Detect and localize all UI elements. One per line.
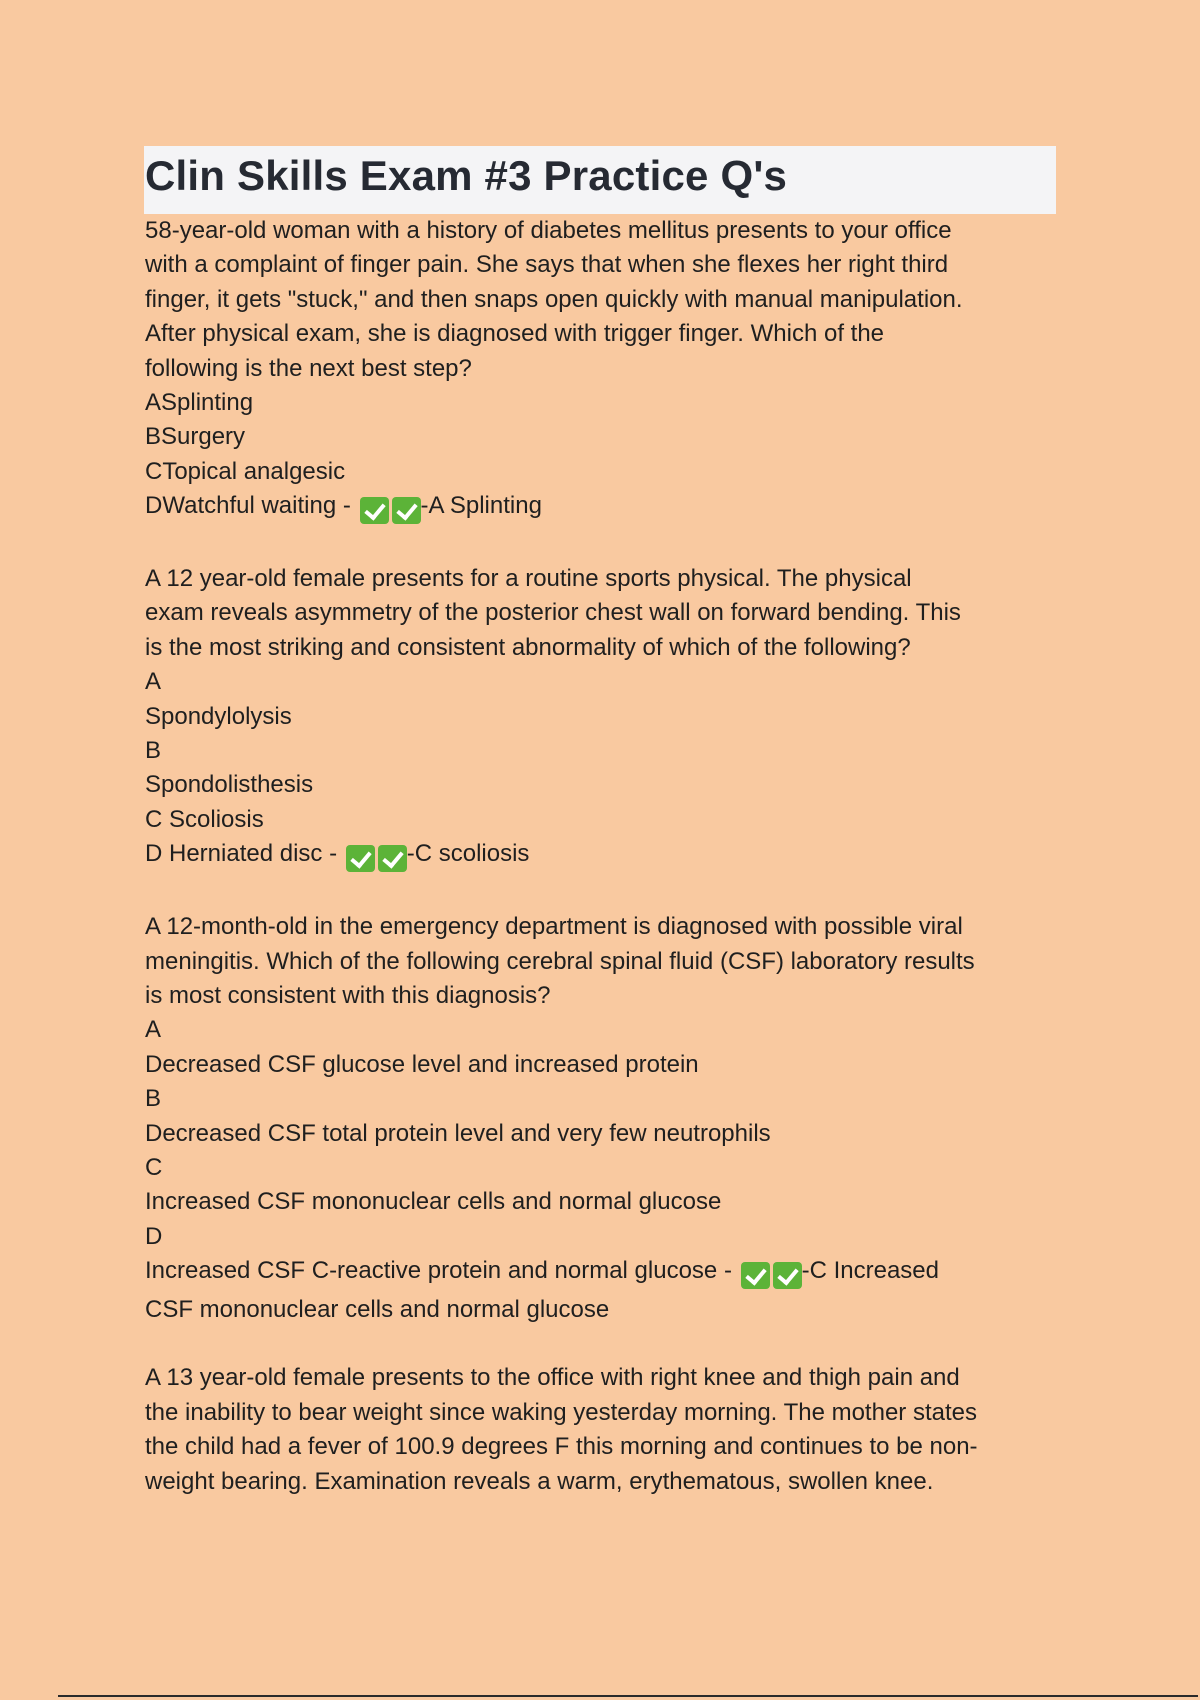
question-stem-line: exam reveals asymmetry of the posterior chest wall on forward bending. This — [145, 599, 961, 627]
page-bottom-divider — [58, 1695, 1198, 1697]
check-mark-icon — [773, 1262, 802, 1289]
answer-option: A — [145, 668, 162, 696]
question-stem-line: A 13 year-old female presents to the office with right knee and thigh pain and — [145, 1364, 960, 1392]
question-stem-line: A 12 year-old female presents for a routine sports physical. The physical — [145, 565, 912, 593]
question-stem-line: the child had a fever of 100.9 degrees F this morning and continues to be non- — [145, 1433, 978, 1461]
correct-answer: -A Splinting — [420, 492, 542, 520]
spacer — [145, 876, 1055, 910]
correct-answer: -C scoliosis — [406, 840, 530, 868]
spacer — [145, 1327, 1055, 1361]
question-stem-line: weight bearing. Examination reveals a warm, erythematous, swollen knee. — [145, 1467, 934, 1495]
question-stem-line: is the most striking and consistent abnormality of which of the following? — [145, 633, 911, 661]
answer-option: BSurgery — [145, 423, 246, 451]
question-1 — [145, 214, 1055, 528]
check-mark-icon — [741, 1262, 770, 1289]
answer-option: Spondylolysis — [145, 702, 292, 730]
question-stem-line: the inability to bear weight since waking yesterday morning. The mother states — [145, 1398, 977, 1426]
correct-answer-continued: CSF mononuclear cells and normal glucose — [145, 1295, 610, 1323]
question-2 — [145, 562, 1055, 876]
document-page — [145, 146, 1055, 1499]
page-title: Clin Skills Exam #3 Practice Q's — [145, 152, 788, 199]
question-stem-line: A 12-month-old in the emergency department is diagnosed with possible viral — [145, 913, 963, 941]
question-stem-line: following is the next best step? — [145, 354, 472, 382]
answer-line — [145, 837, 1055, 875]
answer-option: A — [145, 1016, 162, 1044]
check-mark-icon — [392, 497, 421, 524]
answer-option: Decreased CSF glucose level and increased protein — [145, 1050, 699, 1078]
answer-option: CTopical analgesic — [145, 457, 346, 485]
question-stem-line: 58-year-old woman with a history of diabetes mellitus presents to your office — [145, 217, 952, 244]
answer-check-marks — [360, 493, 421, 527]
question-stem-line: with a complaint of finger pain. She says that when she flexes her right third — [145, 251, 949, 279]
answer-line — [145, 489, 1055, 527]
question-stem-line: is most consistent with this diagnosis? — [145, 981, 551, 1009]
answer-option: B — [145, 737, 162, 765]
answer-check-marks — [346, 841, 407, 875]
check-mark-icon — [360, 497, 389, 524]
question-stem-line: After physical exam, she is diagnosed with trigger finger. Which of the — [145, 320, 885, 348]
answer-option: D Herniated disc - — [145, 840, 344, 868]
answer-check-marks — [741, 1258, 802, 1292]
answer-option: D — [145, 1222, 163, 1250]
question-3 — [145, 910, 1055, 1327]
correct-answer: -C Increased — [801, 1257, 939, 1285]
title-bar — [144, 146, 1056, 214]
question-stem-line: meningitis. Which of the following cerebral spinal fluid (CSF) laboratory results — [145, 947, 975, 975]
answer-option: Increased CSF C-reactive protein and normal glucose - — [145, 1257, 739, 1285]
answer-option: C Scoliosis — [145, 805, 264, 833]
check-mark-icon — [346, 845, 375, 872]
answer-option: C — [145, 1153, 163, 1181]
answer-option: Decreased CSF total protein level and very few neutrophils — [145, 1119, 771, 1147]
answer-line — [145, 1254, 1055, 1292]
answer-option: Increased CSF mononuclear cells and normal glucose — [145, 1188, 722, 1216]
question-stem-line: finger, it gets "stuck," and then snaps open quickly with manual manipulation. — [145, 285, 963, 313]
question-4 — [145, 1361, 1055, 1499]
check-mark-icon — [378, 845, 407, 872]
answer-option: Spondolisthesis — [145, 771, 314, 799]
spacer — [145, 528, 1055, 562]
answer-option: ASplinting — [145, 389, 254, 417]
answer-option: DWatchful waiting - — [145, 492, 358, 520]
answer-option: B — [145, 1085, 162, 1113]
